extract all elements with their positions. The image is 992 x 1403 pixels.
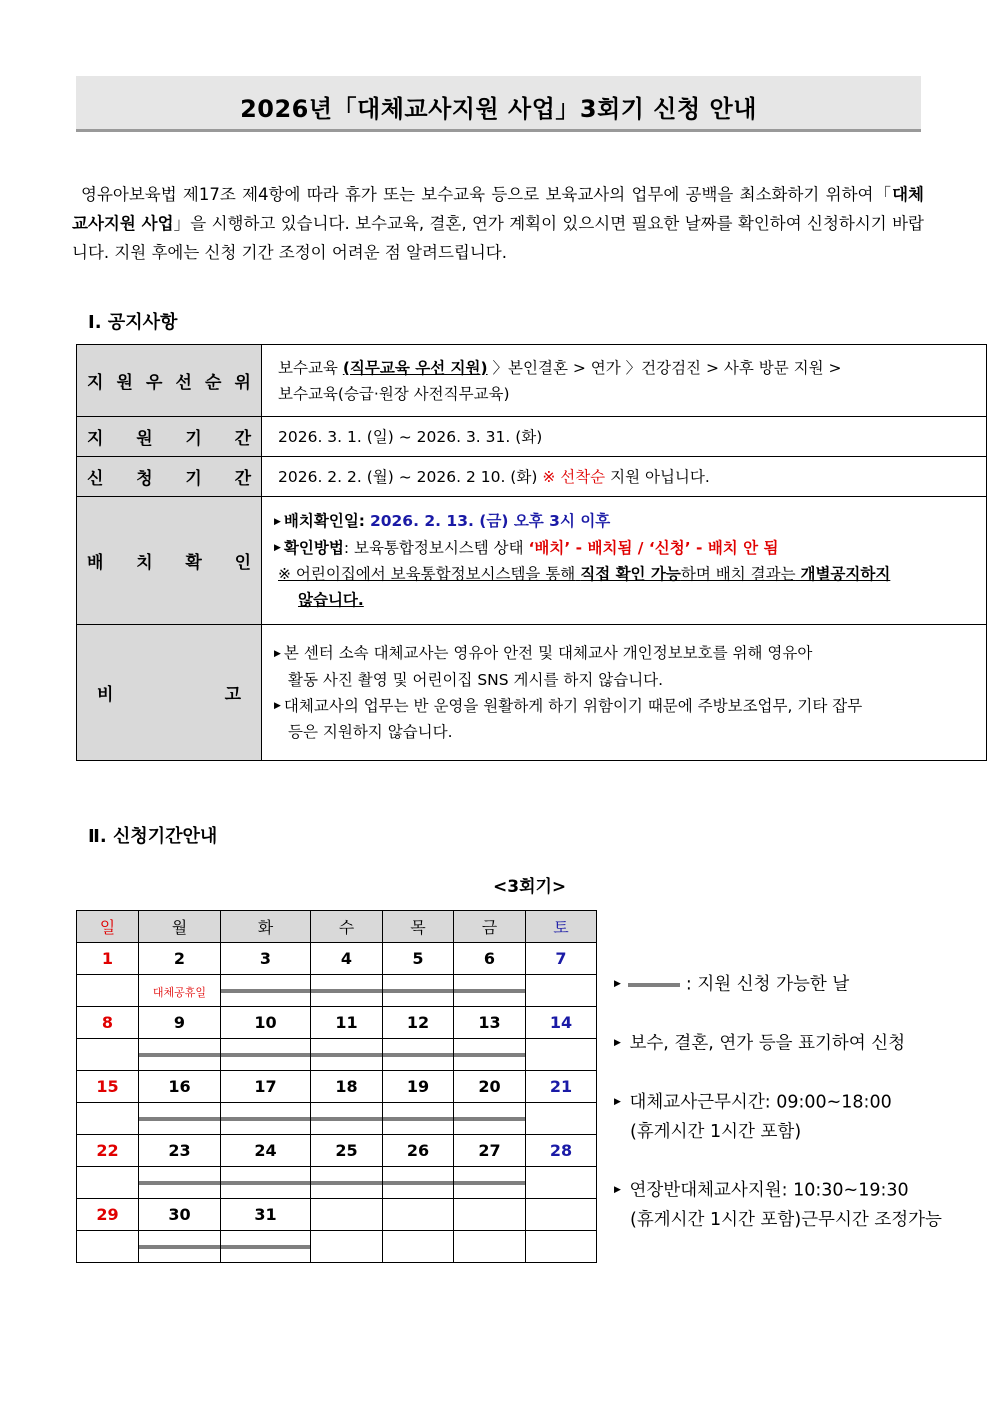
calendar-mark-cell[interactable] [139,1103,221,1135]
calendar-mark-cell[interactable] [383,1103,454,1135]
calendar-mark-cell[interactable] [311,1103,383,1135]
calendar-mark-cell[interactable] [139,1231,221,1263]
calendar-mark-cell[interactable] [526,1167,597,1199]
calendar-mark-cell[interactable] [77,1167,139,1199]
calendar-mark-cell[interactable] [383,1167,454,1199]
row-period [77,417,987,457]
available-day-line [221,1181,310,1185]
calendar-mark-cell[interactable] [77,975,139,1007]
calendar-date: 29 [77,1199,139,1231]
calendar-date: 30 [139,1199,221,1231]
calendar-mark-cell[interactable] [454,1167,526,1199]
weekday-header: 목 [383,911,454,943]
notice-table [76,344,987,761]
calendar-mark-cell[interactable] [139,1039,221,1071]
calendar-date: 31 [221,1199,311,1231]
page-title: 2026년「대체교사지원 사업」3회기 신청 안내 [240,95,757,123]
legend-hours-item: ▶ 대체교사근무시간: 09:00~18:00 (휴게시간 1시간 포함) [614,1092,892,1142]
calendar-date: 11 [311,1007,383,1039]
label-priority: 지 원 우 선 순 위 [77,345,262,417]
available-day-line [139,1181,220,1185]
row-remark [77,625,987,761]
calendar-mark-cell[interactable] [311,1167,383,1199]
legend-line-item: ▶ : 지원 신청 가능한 날 [614,974,850,995]
weekday-header: 일 [77,911,139,943]
calendar-date: 22 [77,1135,139,1167]
calendar-date: 4 [311,943,383,975]
calendar-header-row [77,911,597,943]
weekday-header: 월 [139,911,221,943]
section-period-heading: Ⅱ. 신청기간안내 [88,826,218,847]
calendar-date: 28 [526,1135,597,1167]
calendar-mark-cell[interactable] [526,975,597,1007]
calendar-title: <3회기> [493,877,567,897]
available-day-line [139,1245,220,1249]
calendar-mark-cell[interactable] [311,975,383,1007]
legend-mark-item: ▶ 보수, 결혼, 연가 등을 표기하여 신청 [614,1033,906,1054]
label-remark: 비 고 [77,625,262,761]
available-day-line [454,1181,525,1185]
label-apply: 신 청 기 간 [77,457,262,497]
calendar-mark-cell[interactable] [221,1103,311,1135]
calendar-mark-cell[interactable] [221,1167,311,1199]
calendar-mark-cell[interactable] [383,1039,454,1071]
calendar-mark-row [77,1039,597,1071]
available-day-line [311,1117,382,1121]
calendar-mark-row [77,975,597,1007]
calendar-date: 16 [139,1071,221,1103]
available-day-line [311,1181,382,1185]
available-day-line [454,1117,525,1121]
intro-paragraph [72,180,924,267]
calendar-date-row [77,1135,597,1167]
calendar-date: 17 [221,1071,311,1103]
calendar-mark-cell[interactable] [139,975,221,1007]
calendar-date: 5 [383,943,454,975]
weekday-header: 토 [526,911,597,943]
calendar-date: 8 [77,1007,139,1039]
value-apply: 2026. 2. 2. (월) ~ 2026. 2 10. (화) ※ 선착순 지원 아닙니다. [262,457,987,497]
calendar-date [383,1199,454,1231]
calendar-date: 1 [77,943,139,975]
holiday-note: 대체공휴일 [152,986,207,999]
calendar-date: 12 [383,1007,454,1039]
available-day-line [383,1181,453,1185]
calendar-date: 18 [311,1071,383,1103]
calendar-mark-cell[interactable] [526,1039,597,1071]
available-day-line [311,1053,382,1057]
available-line-icon [628,983,680,987]
label-period: 지 원 기 간 [77,417,262,457]
calendar-date [311,1199,383,1231]
available-day-line [383,1053,453,1057]
available-day-line [221,1053,310,1057]
calendar-date: 21 [526,1071,597,1103]
calendar-date: 13 [454,1007,526,1039]
value-confirm: ▶ 배치확인일: 2026. 2. 13. (금) 오후 3시 이후 ▶ 확인방법: 보육통합정보시스템 상태 ‘배치’ - 배치됨 / ‘신청’ - 배치 안 됨 ※ 어린이집에서 보육통합정보시스템을 통해 직접 확인 가능하며 배치 결과는 개별공지하지 않습니다. [262,497,987,625]
weekday-header: 금 [454,911,526,943]
calendar-date: 7 [526,943,597,975]
calendar-mark-row [77,1103,597,1135]
intro-bold: 대체교사지원 사업 [72,185,924,233]
calendar-date-row [77,1071,597,1103]
calendar-mark-row [77,1167,597,1199]
weekday-header: 수 [311,911,383,943]
calendar-mark-cell[interactable] [383,975,454,1007]
label-confirm: 배 치 확 인 [77,497,262,625]
calendar-mark-cell[interactable] [454,1231,526,1263]
calendar-mark-cell[interactable] [77,1039,139,1071]
calendar-date: 24 [221,1135,311,1167]
calendar-mark-row [77,1231,597,1263]
calendar-date: 14 [526,1007,597,1039]
row-priority [77,345,987,417]
calendar-mark-cell[interactable] [311,1039,383,1071]
calendar-date: 20 [454,1071,526,1103]
calendar-mark-cell[interactable] [139,1167,221,1199]
calendar-date-row [77,943,597,975]
available-day-line [311,989,382,993]
calendar-mark-cell[interactable] [454,1103,526,1135]
calendar-date: 25 [311,1135,383,1167]
calendar-mark-cell[interactable] [454,1039,526,1071]
intro-text-2: 」을 시행하고 있습니다. 보수교육, 결혼, 연가 계획이 있으시면 필요한 날짜를 확인하여 신청하시기 바랍니다. 지원 후에는 신청 기간 조정이 어려운 점 알려드립니다. [72,214,924,262]
section-notice-heading: Ⅰ. 공지사항 [88,312,178,333]
calendar-mark-cell[interactable] [221,1039,311,1071]
calendar-date: 6 [454,943,526,975]
available-day-line [139,1117,220,1121]
value-priority: 보수교육 (직무교육 우선 지원) 〉본인결혼 > 연가 〉건강검진 > 사후 방문 지원 > 보수교육(승급·원장 사전직무교육) [262,345,987,417]
title-banner [76,76,921,132]
available-day-line [221,1117,310,1121]
weekday-header: 화 [221,911,311,943]
calendar-date [454,1199,526,1231]
calendar-mark-cell[interactable] [526,1231,597,1263]
calendar-date: 19 [383,1071,454,1103]
available-day-line [454,1053,525,1057]
calendar-mark-cell[interactable] [454,975,526,1007]
intro-text-1: 영유아보육법 제17조 제4항에 따라 휴가 또는 보수교육 등으로 보육교사의 업무에 공백을 최소화하기 위하여「 [81,185,893,204]
calendar-date: 15 [77,1071,139,1103]
calendar-mark-cell[interactable] [311,1231,383,1263]
calendar-date: 9 [139,1007,221,1039]
calendar-date: 23 [139,1135,221,1167]
value-remark: ▶ 본 센터 소속 대체교사는 영유아 안전 및 대체교사 개인정보보호를 위해 영유아 활동 사진 촬영 및 어린이집 SNS 게시를 하지 않습니다. ▶ 대체교사의 업무는 반 운영을 원활하게 하기 위함이기 때문에 주방보조업무, 기타 잡무 등은 지원하지 않습니다. [262,625,987,761]
calendar-mark-cell[interactable] [77,1103,139,1135]
calendar-date-row [77,1199,597,1231]
calendar-mark-cell[interactable] [383,1231,454,1263]
calendar-mark-cell[interactable] [526,1103,597,1135]
calendar-date-row [77,1007,597,1039]
calendar-table [76,910,597,1263]
available-day-line [221,1245,310,1249]
calendar-mark-cell[interactable] [221,1231,311,1263]
available-day-line [454,989,525,993]
calendar-mark-cell[interactable] [77,1231,139,1263]
calendar-date: 10 [221,1007,311,1039]
legend-extended-item: ▶ 연장반대체교사지원: 10:30~19:30 (휴게시간 1시간 포함)근무시간 조정가능 [614,1180,942,1230]
calendar-date [526,1199,597,1231]
calendar-date: 27 [454,1135,526,1167]
available-day-line [383,1117,453,1121]
available-day-line [383,989,453,993]
value-period: 2026. 3. 1. (일) ~ 2026. 3. 31. (화) [262,417,987,457]
row-confirm [77,497,987,625]
calendar-date: 26 [383,1135,454,1167]
calendar-date: 3 [221,943,311,975]
row-apply [77,457,987,497]
calendar-mark-cell[interactable] [221,975,311,1007]
calendar-date: 2 [139,943,221,975]
available-day-line [221,989,310,993]
available-day-line [139,1053,220,1057]
